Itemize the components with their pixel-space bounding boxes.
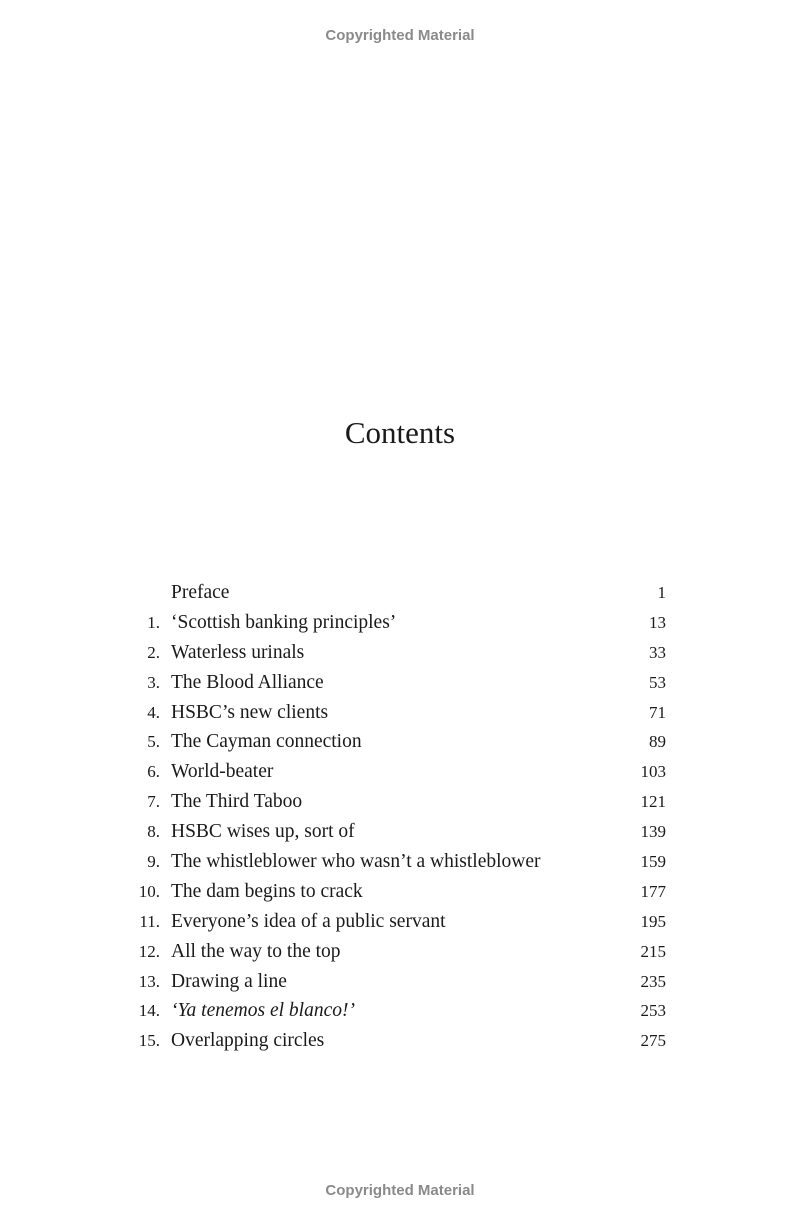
chapter-title: Everyone’s idea of a public servant [171, 910, 446, 932]
chapter-title: The Cayman connection [171, 731, 362, 753]
chapter-number: 2. [147, 642, 160, 662]
chapter-title: The Blood Alliance [171, 671, 324, 693]
page-number: 33 [649, 642, 666, 662]
toc-entry [120, 727, 668, 757]
chapter-title: World-beater [171, 761, 274, 783]
copyright-watermark-bottom: Copyrighted Material [325, 1182, 475, 1199]
page-number: 235 [640, 971, 666, 991]
chapter-title: The whistleblower who wasn’t a whistleblower [171, 851, 541, 873]
toc-entry [120, 1026, 668, 1056]
page-number: 1 [657, 583, 666, 602]
chapter-title: Waterless urinals [171, 641, 305, 663]
chapter-title: Preface [171, 582, 230, 603]
chapter-number: 7. [147, 792, 160, 812]
page-number: 53 [649, 672, 666, 692]
chapter-number: 13. [138, 971, 160, 991]
chapter-title: HSBC’s new clients [171, 701, 329, 723]
toc-entry [120, 698, 668, 728]
page-number: 71 [649, 702, 666, 722]
chapter-title: The dam begins to crack [171, 880, 363, 902]
table-of-contents [120, 578, 668, 1056]
toc-entry [120, 638, 668, 668]
chapter-number: 1. [147, 612, 160, 632]
page-number: 139 [640, 822, 666, 842]
page-number: 177 [640, 881, 666, 901]
chapter-title: ‘Scottish banking principles’ [171, 611, 397, 633]
toc-entry [120, 937, 668, 967]
toc-entry [120, 668, 668, 698]
toc-entry [120, 996, 668, 1026]
chapter-number: 12. [138, 941, 160, 961]
toc-entry [120, 757, 668, 787]
chapter-title: ‘Ya tenemos el blanco!’ [171, 1000, 355, 1022]
page-number: 215 [640, 941, 666, 961]
copyright-watermark-top: Copyrighted Material [325, 27, 475, 44]
page-number: 253 [640, 1001, 666, 1021]
chapter-number: 15. [138, 1031, 160, 1051]
page-title: Contents [344, 415, 456, 450]
chapter-title: The Third Taboo [171, 791, 303, 813]
chapter-title: Overlapping circles [171, 1030, 325, 1052]
chapter-number: 6. [147, 762, 160, 782]
toc-entry [120, 608, 668, 638]
chapter-title: All the way to the top [171, 940, 341, 962]
toc-entry [120, 787, 668, 817]
chapter-number: 11. [139, 911, 160, 931]
chapter-number: 10. [138, 881, 160, 901]
chapter-number: 5. [147, 732, 160, 752]
chapter-number: 14. [138, 1001, 160, 1021]
chapter-number: 4. [147, 702, 160, 722]
page-number: 13 [649, 612, 666, 632]
page-number: 159 [640, 852, 666, 872]
page-number: 195 [640, 911, 666, 931]
chapter-title: HSBC wises up, sort of [171, 821, 355, 843]
page-number: 121 [640, 792, 666, 812]
toc-entry [120, 877, 668, 907]
chapter-number: 3. [147, 672, 160, 692]
toc-entry [120, 967, 668, 997]
toc-entry [120, 847, 668, 877]
chapter-number: 9. [147, 852, 160, 872]
chapter-number: 8. [147, 822, 160, 842]
chapter-title: Drawing a line [171, 970, 287, 992]
page-number: 275 [640, 1031, 666, 1051]
toc-entry [120, 907, 668, 937]
toc-entry [120, 578, 668, 608]
page-number: 103 [640, 762, 666, 782]
page-number: 89 [649, 732, 666, 752]
toc-entry [120, 817, 668, 847]
